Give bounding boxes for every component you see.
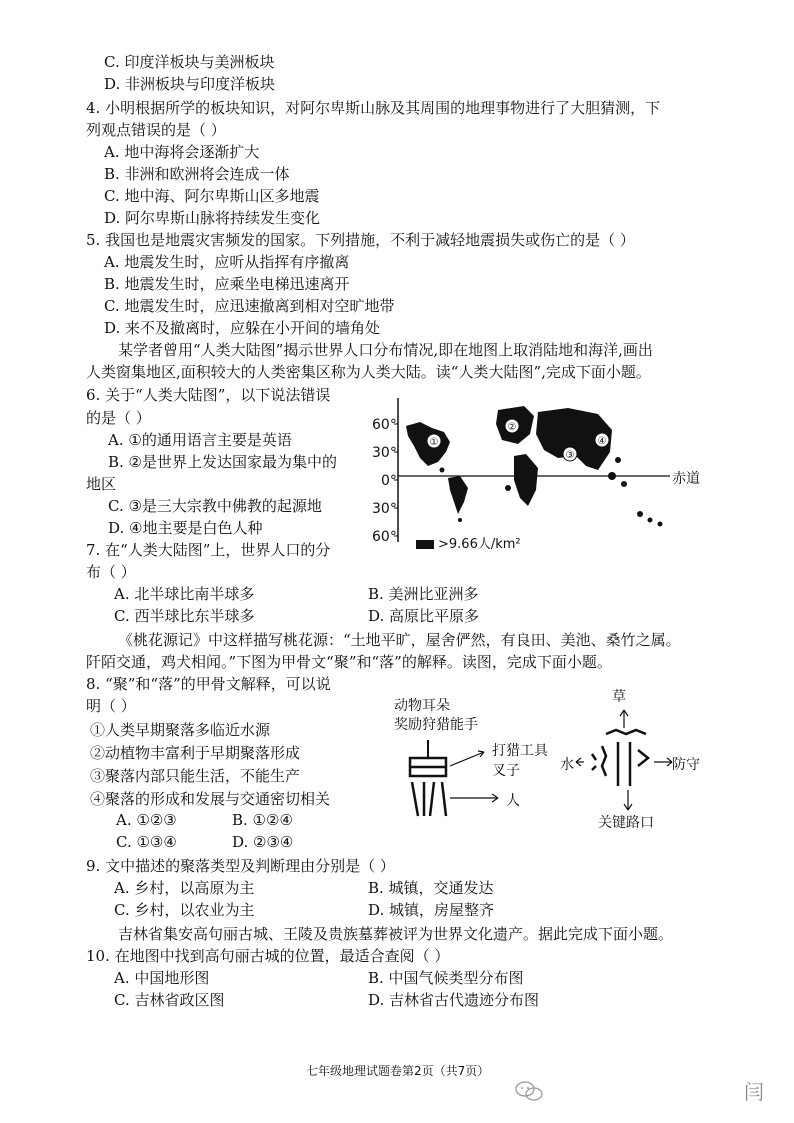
q10-option-a: A. 中国地形图	[114, 969, 210, 987]
q3-option-c: C. 印度洋板块与美洲板块	[104, 53, 275, 71]
ju-person-label: 人	[506, 793, 520, 809]
map-marker-4: ④	[597, 436, 607, 447]
q9-option-c: C. 乡村，以农业为主	[114, 901, 255, 919]
q8-statement-3: ③聚落内部只能生活，不能生产	[90, 767, 301, 785]
ju-reward-label: 奖励狩猎能手	[394, 717, 478, 733]
q9-option-a: A. 乡村，以高原为主	[114, 879, 255, 897]
q7-stem-line2: 布（ ）	[86, 563, 136, 581]
q9-stem: 9. 文中描述的聚落类型及判断理由分别是（ ）	[86, 857, 395, 875]
q3-option-d: D. 非洲板块与印度洋板块	[104, 75, 276, 93]
map-blob	[637, 511, 643, 517]
luo-road-label: 关键路口	[598, 815, 654, 831]
luo-grass-stroke	[606, 730, 646, 734]
q8-option-c: C. ①③④	[116, 833, 177, 851]
q7-option-a: A. 北半球比南半球多	[114, 585, 255, 603]
map-lat-30n: 30°	[372, 445, 397, 461]
map-legend-swatch	[416, 540, 434, 549]
map-blob	[648, 518, 653, 523]
q8-statement-2: ②动植物丰富利于早期聚落形成	[90, 744, 301, 762]
q6-option-c: C. ③是三大宗教中佛教的起源地	[108, 497, 322, 515]
q6-option-b-line2: 地区	[86, 475, 117, 493]
q5-option-a: A. 地震发生时，应听从指挥有序撤离	[104, 253, 350, 271]
q4-option-d: D. 阿尔卑斯山脉将持续发生变化	[104, 209, 321, 227]
ju-people-strokes	[412, 782, 446, 816]
map-blob	[615, 457, 621, 463]
ju-tool-label: 打猎工具	[492, 743, 548, 759]
map-lat-60s: 60°	[372, 529, 397, 545]
oracle-luo-glyph	[576, 706, 676, 814]
q6-option-b-line1: B. ②是世界上发达国家最为集中的	[108, 453, 338, 471]
map-blob	[458, 518, 462, 522]
map-marker-3: ③	[565, 450, 575, 461]
map-lat-60n: 60°	[372, 417, 397, 433]
q10-option-b: B. 中国气候类型分布图	[368, 969, 524, 987]
africa-cluster	[514, 454, 538, 506]
passage1-line2: 人类窗集地区,面积较大的人类密集区称为人类大陆。读“人类大陆图”,完成下面小题。	[86, 363, 651, 381]
q5-option-b: B. 地震发生时，应乘坐电梯迅速离开	[104, 275, 350, 293]
map-blob	[621, 481, 627, 487]
ju-arrow-tool	[450, 752, 484, 766]
wechat-icon	[514, 1080, 544, 1102]
q9-option-d: D. 城镇，房屋整齐	[368, 901, 495, 919]
q10-option-d: D. 吉林省古代遗迹分布图	[368, 991, 540, 1009]
q6-stem-line1: 6. 关于“人类大陆图”，以下说法错误	[86, 386, 331, 404]
passage2-line2: 阡陌交通，鸡犬相闻。”下图为甲骨文“聚”和“落”的解释。读图，完成下面小题。	[86, 653, 612, 671]
q4-option-b: B. 非洲和欧洲将会连成一体	[104, 165, 290, 183]
q8-option-a: A. ①②③	[116, 811, 177, 829]
q4-option-c: C. 地中海、阿尔卑斯山区多地震	[104, 187, 320, 205]
q7-stem-line1: 7. 在“人类大陆图”上，世界人口的分	[86, 541, 331, 559]
luo-water-stroke	[592, 746, 606, 776]
human-continent-map	[398, 396, 678, 556]
q8-stem-line2: 明（ ）	[86, 697, 136, 715]
q10-option-c: C. 吉林省政区图	[114, 991, 225, 1009]
passage3-line1: 吉林省集安高句丽古城、王陵及贵族墓葬被评为世界文化遗产。据此完成下面小题。	[118, 925, 674, 943]
q10-stem: 10. 在地图中找到高句丽古城的位置，最适合查阅（ ）	[86, 947, 450, 965]
luo-water-label: 水	[560, 757, 574, 773]
passage2-line1: 《桃花源记》中这样描写桃花源：“土地平旷，屋舍俨然，有良田、美池、桑竹之属。	[118, 631, 681, 649]
ju-fork-label: 叉子	[492, 763, 520, 779]
page-footer: 七年级地理试题卷第2页（共7页）	[306, 1064, 490, 1078]
map-lat-30s: 30°	[372, 501, 397, 517]
q7-option-c: C. 西半球比东半球多	[114, 607, 255, 625]
map-blob	[608, 472, 616, 480]
map-equator-label: 赤道	[672, 471, 700, 487]
map-legend-label: >9.66人/km²	[438, 537, 521, 552]
q8-option-d: D. ②③④	[232, 833, 294, 851]
ju-ear-label: 动物耳朵	[394, 698, 450, 714]
map-marker-1: ①	[429, 437, 439, 448]
map-blob	[505, 485, 511, 491]
q8-option-b: B. ①②④	[232, 811, 293, 829]
q5-stem: 5. 我国也是地震灾害频发的国家。下列措施，不利于减轻地震损失或伤亡的是（ ）	[86, 231, 635, 249]
q4-stem-line2: 列观点错误的是（ ）	[86, 121, 226, 139]
q4-option-a: A. 地中海将会逐渐扩大	[104, 143, 260, 161]
watermark-glyph: 闫	[744, 1080, 764, 1104]
map-blob	[440, 468, 445, 473]
q8-stem-line1: 8. “聚”和“落”的甲骨文解释，可以说	[86, 675, 331, 693]
luo-body-stroke	[618, 742, 648, 786]
q5-option-d: D. 来不及撤离时，应躲在小开间的墙角处	[104, 319, 381, 337]
q5-option-c: C. 地震发生时，应迅速撤离到相对空旷地带	[104, 297, 395, 315]
ju-ear-stroke	[410, 758, 446, 776]
q4-stem-line1: 4. 小明根据所学的板块知识，对阿尔卑斯山脉及其周围的地理事物进行了大胆猜测，下	[86, 99, 661, 117]
luo-defend-label: 防守	[672, 757, 700, 773]
map-marker-2: ②	[507, 422, 517, 433]
passage1-line1: 某学者曾用“人类大陆图”揭示世界人口分布情况,即在地图上取消陆地和海洋,画出	[118, 341, 653, 359]
map-lat-0: 0°	[381, 473, 397, 489]
q6-option-d: D. ④地主要是白色人种	[108, 519, 263, 537]
q9-option-b: B. 城镇，交通发达	[368, 879, 494, 897]
q7-option-b: B. 美洲比亚洲多	[368, 585, 479, 603]
q6-option-a: A. ①的通用语言主要是英语	[108, 431, 292, 449]
q6-stem-line2: 的是（ ）	[86, 409, 151, 427]
map-blob	[658, 522, 663, 527]
q8-statement-4: ④聚落的形成和发展与交通密切相关	[90, 790, 331, 808]
q7-option-d: D. 高原比平原多	[368, 607, 480, 625]
south-america-cluster	[448, 476, 468, 514]
oracle-ju-glyph	[400, 736, 510, 826]
q8-statement-1: ①人类早期聚落多临近水源	[90, 721, 271, 739]
luo-grass-label: 草	[612, 689, 626, 705]
